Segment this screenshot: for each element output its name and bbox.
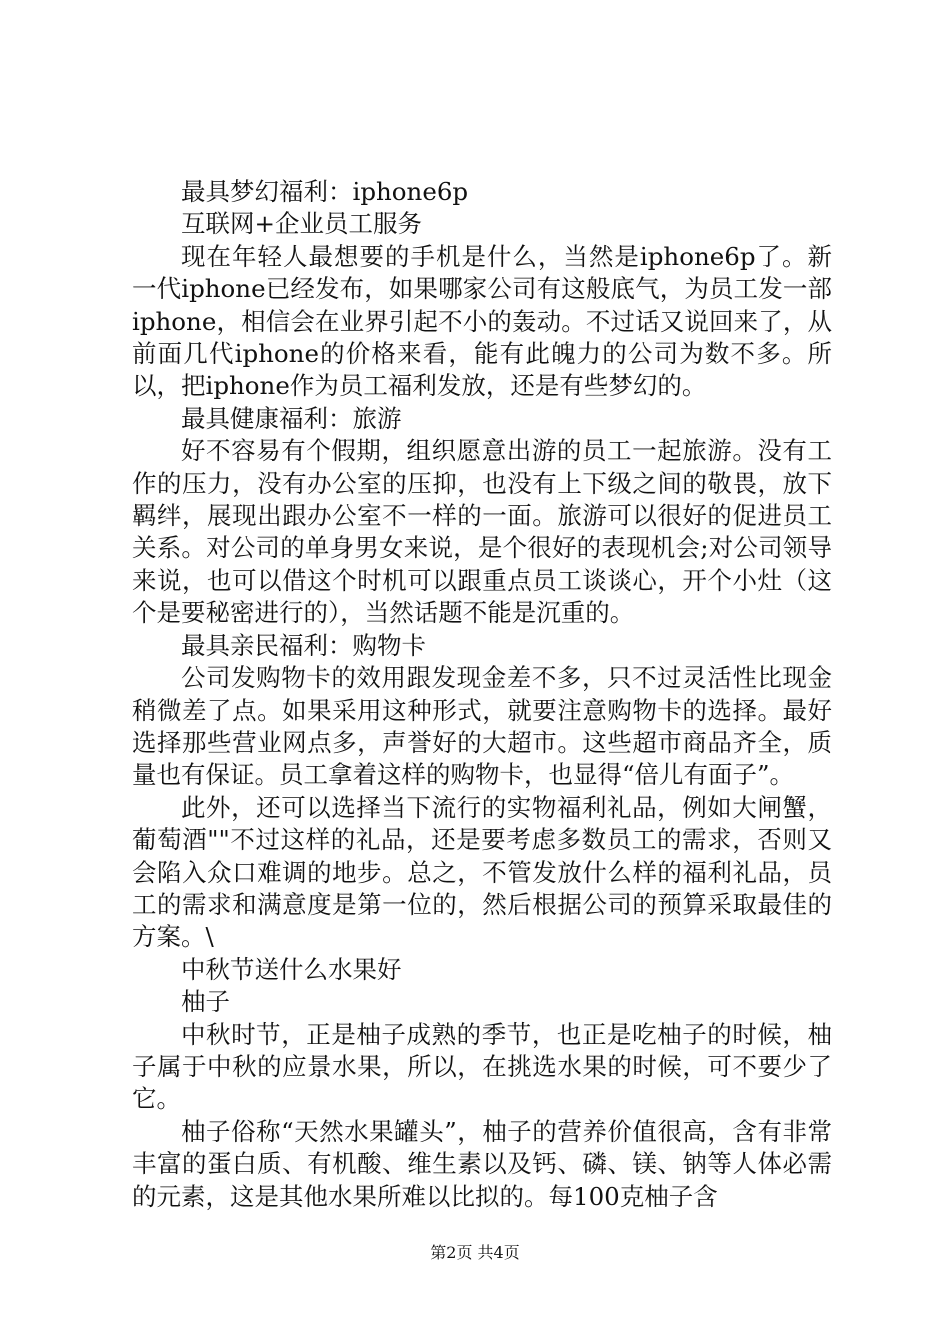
paragraph-gifts: 此外，还可以选择当下流行的实物福利礼品，例如大闸蟹，葡萄酒""不过这样的礼品，还是要考虑多数员工的需求，否则又会陷入众口难调的地步。总之，不管发放什么样的福利礼品，员工的需求和满意度是第一位的，然后根据公司的预算采取最佳的方案。\ (132, 792, 832, 952)
paragraph-shopping-card: 公司发购物卡的效用跟发现金差不多，只不过灵活性比现金稍微差了点。如果采用这种形式，就要注意购物卡的选择。最好选择那些营业网点多，声誉好的大超市。这些超市商品齐全，质量也有保证。员工拿着这样的购物卡，也显得“倍儿有面子”。 (132, 663, 832, 790)
paragraph-travel: 好不容易有个假期，组织愿意出游的员工一起旅游。没有工作的压力，没有办公室的压抑，也没有上下级之间的敬畏，放下羁绊，展现出跟办公室不一样的一面。旅游可以很好的促进员工关系。对公司的单身男女来说，是个很好的表现机会;对公司领导来说，也可以借这个时机可以跟重点员工谈谈心，开个小灶（这个是要秘密进行的），当然话题不能是沉重的。 (132, 436, 832, 628)
paragraph-iphone: 现在年轻人最想要的手机是什么，当然是iphone6p了。新一代iphone已经发布，如果哪家公司有这般底气，为员工发一部iphone，相信会在业界引起不小的轰动。不过话又说回来了，从前面几代iphone的价格来看，能有此魄力的公司为数不多。所以，把iphone作为员工福利发放，还是有些梦幻的。 (132, 241, 832, 401)
heading-pomelo: 柚子 (181, 987, 230, 1017)
paragraph-pomelo-nutrition: 柚子俗称“天然水果罐头”，柚子的营养价值很高，含有非常丰富的蛋白质、有机酸、维生素以及钙、磷、镁、钠等人体必需的元素，这是其他水果所难以比拟的。每100克柚子含 (132, 1116, 832, 1211)
page-number-footer: 第2页 共4页 (430, 1243, 520, 1262)
subheading-internet-service: 互联网+企业员工服务 (181, 209, 423, 239)
heading-health-benefit: 最具健康福利：旅游 (181, 403, 402, 433)
document-body (132, 176, 832, 1213)
heading-dream-benefit: 最具梦幻福利：iphone6p (181, 177, 469, 206)
heading-shopping-card: 最具亲民福利：购物卡 (181, 630, 426, 660)
paragraph-pomelo-season: 中秋时节，正是柚子成熟的季节，也正是吃柚子的时候，柚子属于中秋的应景水果，所以，在挑选水果的时候，可不要少了它。 (132, 1019, 832, 1114)
heading-mid-autumn-fruit: 中秋节送什么水果好 (181, 954, 402, 984)
